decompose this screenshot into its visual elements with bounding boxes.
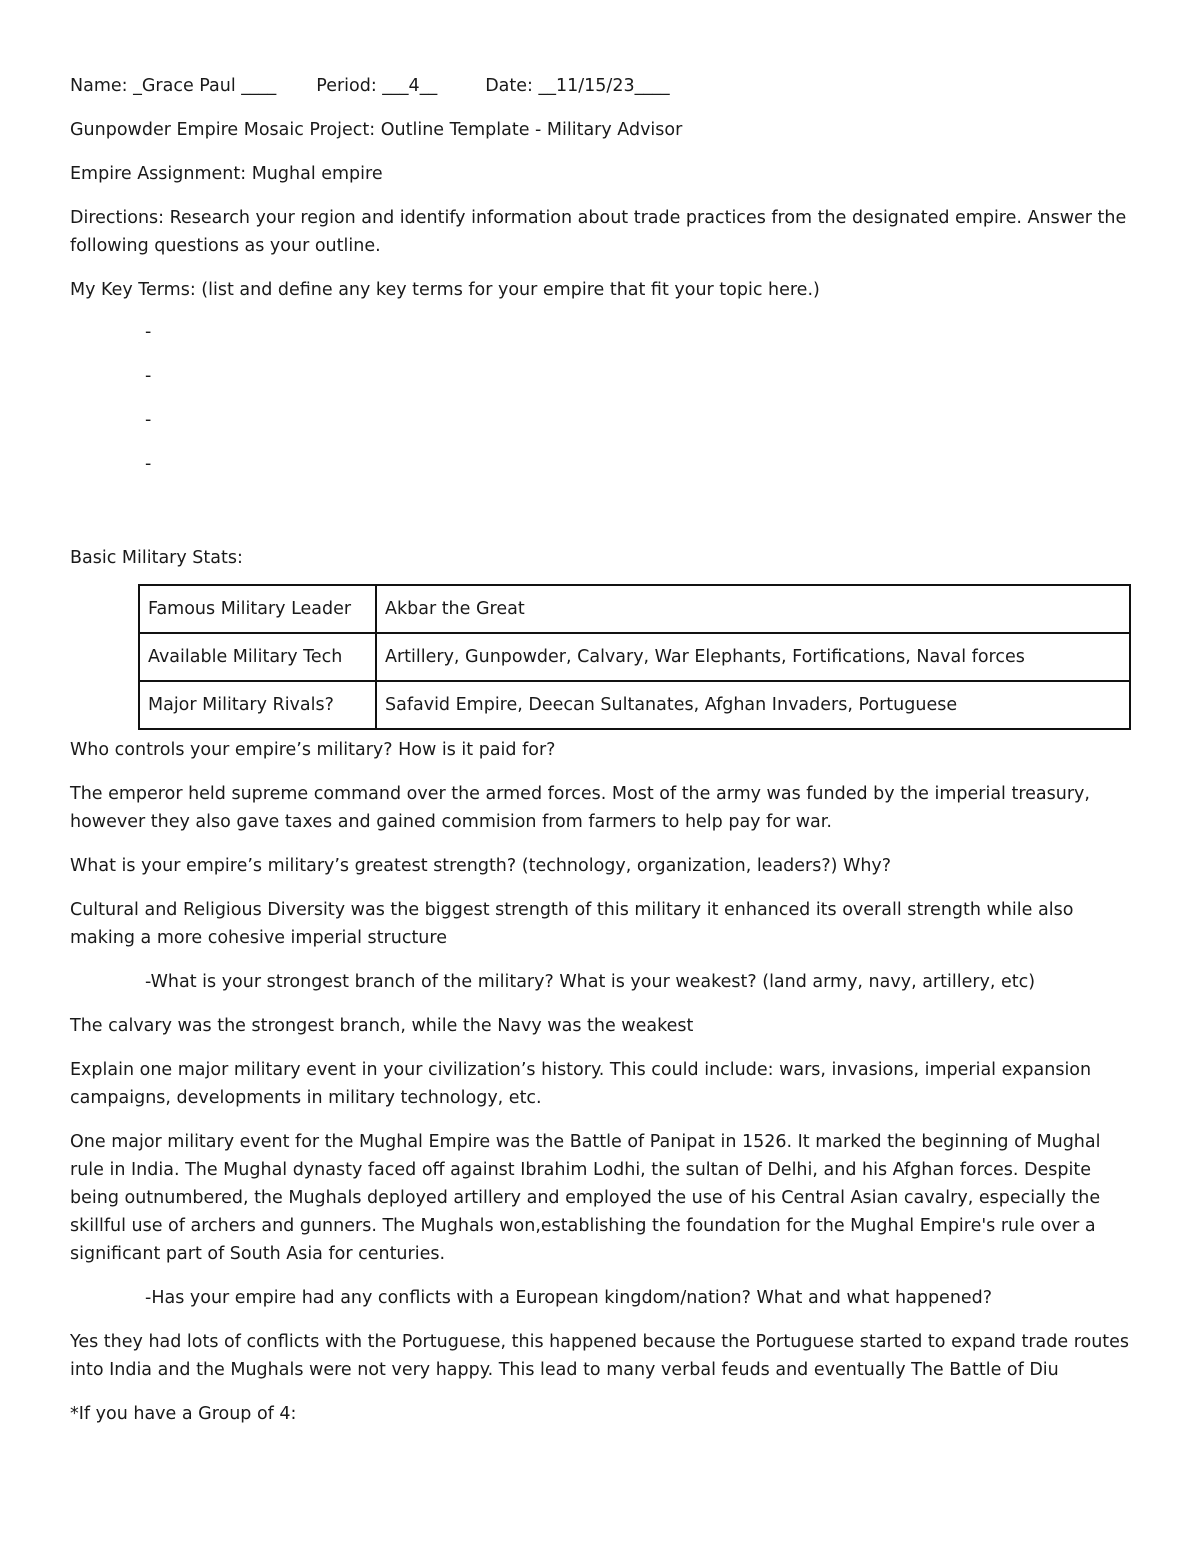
table-cell-value: Akbar the Great: [376, 585, 1130, 633]
key-terms-prompt: My Key Terms: (list and define any key terms for your empire that fit your topic here.): [70, 280, 820, 300]
answer-major-event: One major military event for the Mughal Empire was the Battle of Panipat in 1526. It marked the beginning of Mughal rule in India. The Mughal dynasty faced off against Ibrahim Lodhi, the sultan of Delhi, and his Afghan forces. Despite being outnumbered, the Mughals deployed artillery and employed the use of his Central Asian cavalry, especially the skillful use of archers and gunners. The Mughals won,establishing the foundation for the Mughal Empire's rule over a significant part of South Asia for centuries.: [70, 1132, 1101, 1264]
table-row: [139, 681, 1130, 729]
question-military-control: Who controls your empire’s military? How is it paid for?: [70, 740, 556, 760]
table-row: [139, 633, 1130, 681]
period-field: Period: ___4__: [316, 76, 438, 96]
question-major-event: Explain one major military event in your civilization’s history. This could include: wars, invasions, imperial expansion campaigns, developments in military technology, etc.: [70, 1060, 1092, 1108]
header-line: [70, 72, 1132, 100]
document-page: [70, 72, 1132, 1444]
blank-space: [70, 494, 1132, 544]
military-stats-table: [138, 584, 1131, 730]
document-title: Gunpowder Empire Mosaic Project: Outline Template - Military Advisor: [70, 120, 683, 140]
answer-strongest-branch: The calvary was the strongest branch, while the Navy was the weakest: [70, 1016, 694, 1036]
question-european-conflict: -Has your empire had any conflicts with a European kingdom/nation? What and what happened?: [145, 1288, 993, 1308]
key-terms-list: [70, 318, 1132, 494]
empire-assignment: Empire Assignment: Mughal empire: [70, 164, 383, 184]
answer-military-control: The emperor held supreme command over the armed forces. Most of the army was funded by the imperial treasury, however they also gave taxes and gained commision from farmers to help pay for war.: [70, 784, 1090, 832]
answer-greatest-strength: Cultural and Religious Diversity was the biggest strength of this military it enhanced its overall strength while also making a more cohesive imperial structure: [70, 900, 1074, 948]
table-cell-label: Available Military Tech: [139, 633, 376, 681]
question-strongest-branch: -What is your strongest branch of the military? What is your weakest? (land army, navy, artillery, etc): [145, 972, 1036, 992]
table-cell-label: Major Military Rivals?: [139, 681, 376, 729]
key-term-bullet: -: [145, 366, 152, 386]
name-field: Name: _Grace Paul ____: [70, 76, 277, 96]
directions: Directions: Research your region and identify information about trade practices from the designated empire. Answer the following questions as your outline.: [70, 208, 1127, 256]
question-greatest-strength: What is your empire’s military’s greatest strength? (technology, organization, leaders?) Why?: [70, 856, 892, 876]
table-cell-label: Famous Military Leader: [139, 585, 376, 633]
answer-european-conflict: Yes they had lots of conflicts with the Portuguese, this happened because the Portuguese started to expand trade routes into India and the Mughals were not very happy. This lead to many verbal feuds and eventually The Battle of Diu: [70, 1332, 1130, 1380]
key-term-bullet: -: [145, 322, 152, 342]
table-cell-value: Artillery, Gunpowder, Calvary, War Elephants, Fortifications, Naval forces: [376, 633, 1130, 681]
table-row: [139, 585, 1130, 633]
stats-heading: Basic Military Stats:: [70, 548, 243, 568]
key-term-bullet: -: [145, 410, 152, 430]
key-term-bullet: -: [145, 454, 152, 474]
group-note: *If you have a Group of 4:: [70, 1404, 297, 1424]
date-field: Date: __11/15/23____: [485, 76, 670, 96]
table-cell-value: Safavid Empire, Deecan Sultanates, Afghan Invaders, Portuguese: [376, 681, 1130, 729]
